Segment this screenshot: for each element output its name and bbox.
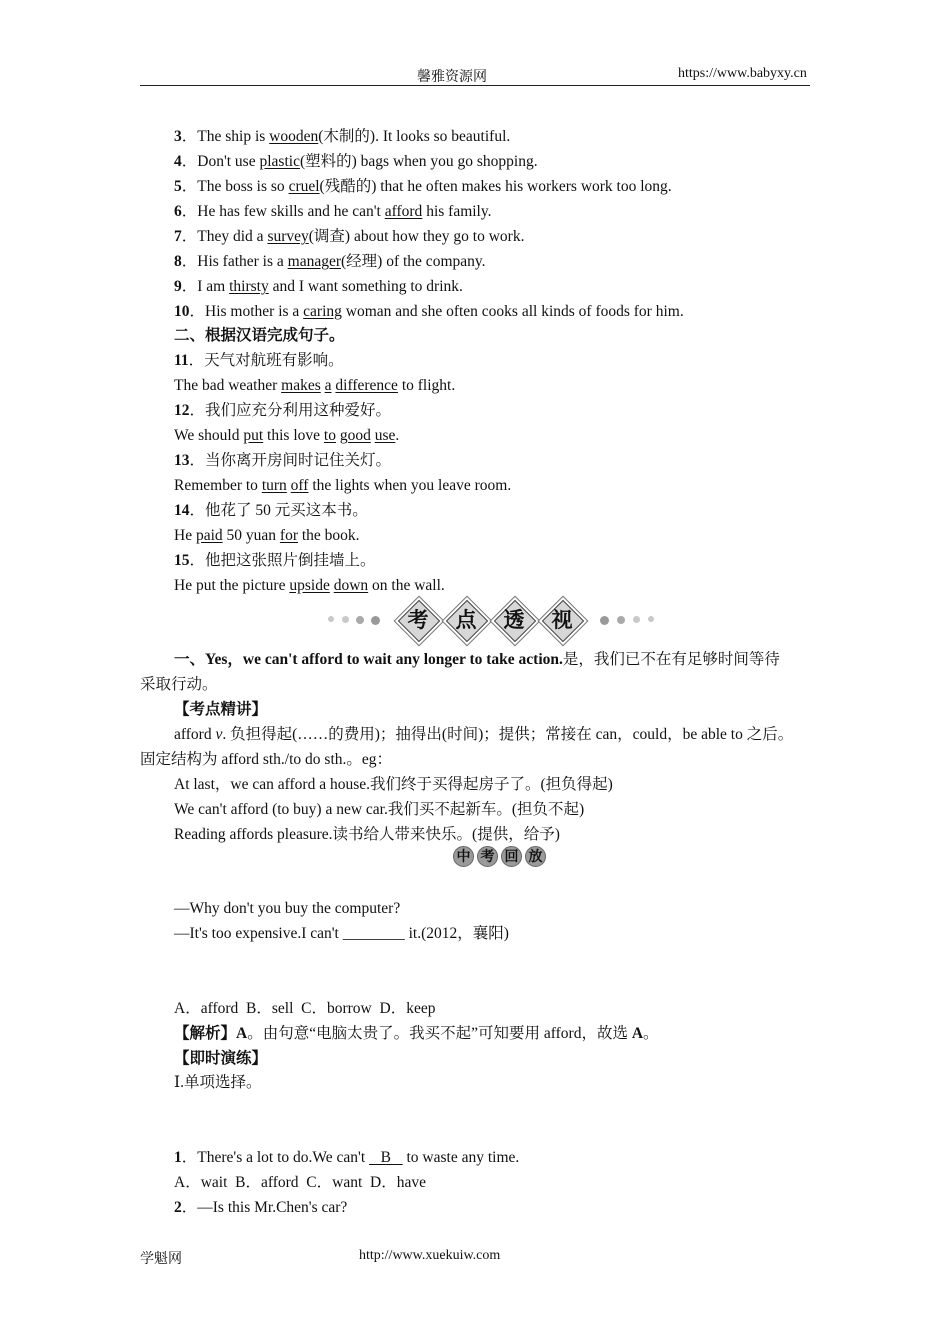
- kaodian-banner: [320, 596, 660, 644]
- example-cn: 我们终于买得起房子了。(担负得起): [369, 776, 613, 793]
- answer-word: makes: [281, 377, 321, 394]
- question-number: 6: [174, 203, 182, 220]
- vocab-item: [174, 227, 524, 247]
- vocab-text: (塑料的) bags when you go shopping.: [299, 153, 538, 170]
- example-en: Reading affords pleasure.: [174, 826, 333, 843]
- exam-source: 襄阳: [472, 925, 504, 942]
- number-sep: ．: [188, 352, 205, 369]
- sentence-text: the book.: [297, 527, 360, 544]
- sentence-answer: [174, 426, 399, 446]
- sentence-text: the lights when you leave room.: [308, 477, 512, 494]
- point-definition-cont: 固定结构为 afford sth./to do sth.。eg：: [140, 751, 393, 768]
- analysis-text: 。由句意“电脑太贵了。我买不起”可知要用 afford，故选: [247, 1025, 632, 1042]
- banner-diamond: [398, 600, 438, 640]
- vocab-text: (调查) about how they go to work.: [308, 228, 525, 245]
- vocab-text: his family.: [422, 203, 492, 220]
- practice-q1-options: A．wait B．afford C．want D．have: [174, 1174, 426, 1191]
- answer-word: down: [333, 577, 369, 594]
- point-heading-en: 一、Yes，we can't afford to wait any longer to take action.: [174, 651, 563, 668]
- example-cn: 读书给人带来快乐。(提供，给予): [332, 826, 560, 843]
- practice-question-2: [174, 1198, 347, 1218]
- exam-q2-text: —It's too expensive.I can't ________ it.(2012，: [174, 925, 473, 942]
- exam-question-line1: —Why don't you buy the computer?: [174, 900, 401, 917]
- sentence-chinese: 当你离开房间时记住关灯。: [205, 452, 392, 469]
- answer-word: upside: [289, 577, 330, 594]
- header-divider: [140, 85, 810, 86]
- question-number: 14: [174, 502, 190, 519]
- question-number: 8: [174, 253, 182, 270]
- banner-dot: [342, 616, 349, 623]
- answer-word: off: [290, 477, 309, 494]
- answer-word: put: [243, 427, 264, 444]
- def-meaning: . 负担得起(……的费用)；抽得出(时间)；提供；常接在 can，could，be able to 之后。: [222, 726, 794, 743]
- vocab-item: [174, 127, 510, 147]
- sentence-text: this love: [263, 427, 324, 444]
- example-2: [174, 800, 584, 820]
- question-number: 2: [174, 1199, 182, 1216]
- banner-char: 点: [455, 608, 477, 632]
- example-en: At last，we can afford a house.: [174, 776, 370, 793]
- vocab-answer: thirsty: [229, 278, 269, 295]
- footer-site-name: 学魁网: [140, 1252, 182, 1267]
- sentence-prompt: [174, 501, 368, 521]
- vocab-answer: afford: [384, 203, 423, 220]
- vocab-text: (残酷的) that he often makes his workers work too long.: [319, 178, 672, 195]
- question-number: 10: [174, 303, 190, 320]
- vocab-text: (木制的). It looks so beautiful.: [318, 128, 511, 145]
- question-number: 12: [174, 402, 190, 419]
- number-sep: ．: [181, 253, 198, 270]
- vocab-text: and I want something to drink.: [268, 278, 463, 295]
- point-heading-cont: 采取行动。: [140, 676, 218, 693]
- analysis-end: 。: [643, 1025, 659, 1042]
- badge-char: 放: [525, 846, 546, 867]
- answer-word: difference: [335, 377, 398, 394]
- analysis-tag: 【解析】: [174, 1025, 237, 1042]
- vocab-item: [174, 152, 538, 172]
- vocab-text: They did a: [197, 228, 268, 245]
- vocab-text: woman and she often cooks all kinds of foods for him.: [341, 303, 684, 320]
- badge-char: 回: [501, 846, 522, 867]
- banner-dot: [356, 616, 364, 624]
- vocab-text: (经理) of the company.: [341, 253, 486, 270]
- banner-diamond: [542, 600, 582, 640]
- point-heading: [174, 650, 780, 670]
- practice-tag: 【即时演练】: [174, 1050, 268, 1067]
- practice-q2-text: —Is this Mr.Chen's car?: [197, 1199, 348, 1216]
- answer-word: use: [374, 427, 396, 444]
- sentence-answer: [174, 526, 360, 546]
- number-sep: ．: [189, 552, 206, 569]
- exam-q2-close: ): [503, 925, 509, 942]
- practice-q1-text-end: to waste any time.: [402, 1149, 520, 1166]
- vocab-answer: caring: [303, 303, 342, 320]
- banner-diamond: [494, 600, 534, 640]
- vocab-item: [174, 277, 463, 297]
- banner-diamond: [446, 600, 486, 640]
- analysis-choice: A: [631, 1025, 644, 1042]
- number-sep: ．: [181, 1149, 198, 1166]
- practice-section: Ⅰ.单项选择。: [174, 1074, 262, 1091]
- vocab-text: His mother is a: [205, 303, 304, 320]
- practice-question-1: [174, 1148, 519, 1168]
- vocab-text: The ship is: [197, 128, 270, 145]
- example-cn: 我们买不起新车。(担负不起): [387, 801, 585, 818]
- vocab-text: Don't use: [197, 153, 260, 170]
- vocab-answer: survey: [267, 228, 309, 245]
- sentence-text: The bad weather: [174, 377, 282, 394]
- sentence-text: He: [174, 527, 196, 544]
- vocab-answer: plastic: [259, 153, 300, 170]
- question-number: 7: [174, 228, 182, 245]
- example-1: [174, 775, 613, 795]
- vocab-item: [174, 252, 486, 272]
- number-sep: ．: [181, 278, 198, 295]
- question-number: 1: [174, 1149, 182, 1166]
- answer-word: paid: [195, 527, 223, 544]
- analysis-answer: A: [236, 1025, 248, 1042]
- number-sep: ．: [181, 153, 198, 170]
- number-sep: ．: [189, 502, 206, 519]
- answer-word: to: [323, 427, 336, 444]
- banner-char: 透: [503, 608, 525, 632]
- point-tag: 【考点精讲】: [174, 701, 268, 718]
- sentence-text: Remember to: [174, 477, 262, 494]
- answer-word: good: [339, 427, 371, 444]
- example-en: We can't afford (to buy) a new car.: [174, 801, 388, 818]
- sentence-chinese: 他把这张照片倒挂墙上。: [205, 552, 376, 569]
- question-number: 9: [174, 278, 182, 295]
- answer-word: turn: [261, 477, 287, 494]
- banner-dot: [617, 616, 625, 624]
- question-number: 11: [174, 352, 189, 369]
- example-3: [174, 825, 560, 845]
- question-number: 13: [174, 452, 190, 469]
- question-number: 5: [174, 178, 182, 195]
- answer-word: a: [324, 377, 332, 394]
- vocab-answer: manager: [287, 253, 342, 270]
- sentence-prompt: [174, 401, 391, 421]
- number-sep: ．: [181, 128, 198, 145]
- header-site-name: 馨雅资源网: [417, 70, 487, 85]
- banner-dot: [648, 616, 654, 622]
- number-sep: ．: [181, 228, 198, 245]
- exam-options: A．afford B．sell C．borrow D．keep: [174, 1000, 436, 1017]
- banner-dot: [328, 616, 334, 622]
- sentence-text: on the wall.: [368, 577, 445, 594]
- practice-q1-text: There's a lot to do.We can't: [197, 1149, 370, 1166]
- footer-url[interactable]: http://www.xuekuiw.com: [359, 1248, 501, 1263]
- exam-question-line2: [174, 924, 509, 944]
- answer-word: for: [279, 527, 298, 544]
- badge-char: 考: [477, 846, 498, 867]
- number-sep: ．: [181, 203, 198, 220]
- banner-dot: [371, 616, 380, 625]
- sentence-text: We should: [174, 427, 244, 444]
- sentence-answer: [174, 476, 511, 496]
- def-word: afford: [174, 726, 216, 743]
- vocab-text: He has few skills and he can't: [197, 203, 385, 220]
- vocab-item: [174, 302, 684, 322]
- def-pos: v: [215, 726, 223, 743]
- number-sep: ．: [189, 402, 206, 419]
- question-number: 3: [174, 128, 182, 145]
- vocab-answer: wooden: [269, 128, 319, 145]
- sentence-chinese: 我们应充分利用这种爱好。: [205, 402, 392, 419]
- vocab-item: [174, 202, 491, 222]
- sentence-prompt: [174, 551, 376, 571]
- question-number: 15: [174, 552, 190, 569]
- vocab-answer: cruel: [288, 178, 320, 195]
- point-definition: [174, 725, 793, 745]
- sentence-chinese: 天气对航班有影响。: [204, 352, 344, 369]
- practice-q1-answer: B: [369, 1149, 403, 1166]
- sentence-text: He put the picture: [174, 577, 290, 594]
- number-sep: ．: [189, 452, 206, 469]
- question-number: 4: [174, 153, 182, 170]
- number-sep: ．: [181, 1199, 198, 1216]
- vocab-text: The boss is so: [197, 178, 289, 195]
- sentence-answer: [174, 576, 445, 596]
- sentence-prompt: [174, 451, 391, 471]
- vocab-text: I am: [197, 278, 230, 295]
- banner-dot: [600, 616, 609, 625]
- vocab-text: His father is a: [197, 253, 288, 270]
- sentence-chinese: 他花了 50 元买这本书。: [205, 502, 368, 519]
- badge-char: 中: [453, 846, 474, 867]
- banner-dot: [633, 616, 640, 623]
- exam-analysis: [174, 1024, 659, 1044]
- vocab-item: [174, 177, 672, 197]
- sentence-answer: [174, 376, 455, 396]
- sentence-text: .: [395, 427, 400, 444]
- point-heading-cn: 是，我们已不在有足够时间等待: [562, 651, 780, 668]
- number-sep: ．: [189, 303, 206, 320]
- banner-char: 视: [551, 608, 573, 632]
- number-sep: ．: [181, 178, 198, 195]
- sentence-prompt: [174, 351, 344, 371]
- sentence-text: to flight.: [397, 377, 456, 394]
- section2-title: 二、根据汉语完成句子。: [174, 327, 345, 344]
- sentence-text: 50 yuan: [222, 527, 280, 544]
- header-url[interactable]: https://www.babyxy.cn: [678, 66, 807, 81]
- banner-char: 考: [407, 608, 429, 632]
